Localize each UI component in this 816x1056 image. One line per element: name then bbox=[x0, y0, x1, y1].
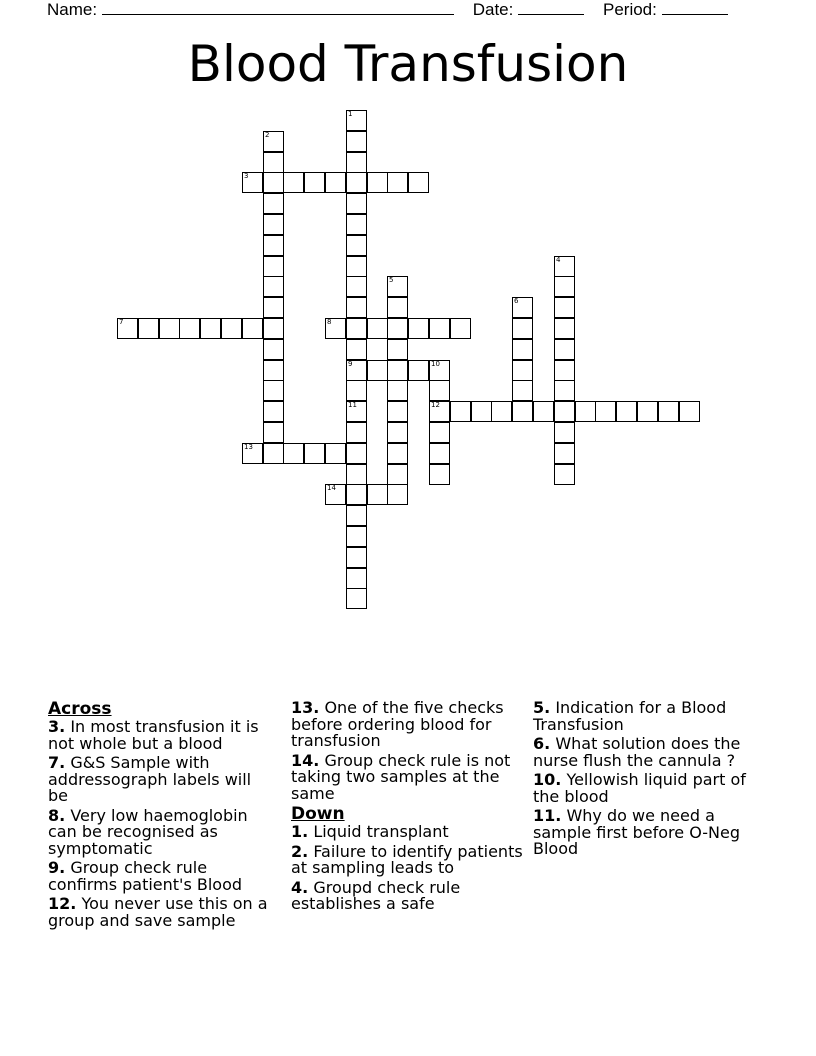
grid-cell[interactable] bbox=[554, 422, 575, 443]
grid-cell[interactable] bbox=[263, 256, 284, 277]
grid-cell[interactable] bbox=[346, 484, 367, 505]
grid-cell[interactable] bbox=[595, 401, 616, 422]
grid-cell[interactable] bbox=[450, 318, 471, 339]
grid-cell[interactable] bbox=[346, 443, 367, 464]
grid-cell[interactable] bbox=[179, 318, 200, 339]
grid-cell[interactable] bbox=[263, 276, 284, 297]
grid-cell[interactable] bbox=[221, 318, 242, 339]
grid-cell[interactable] bbox=[263, 193, 284, 214]
date-label: Date: bbox=[472, 0, 514, 19]
grid-cell[interactable] bbox=[263, 214, 284, 235]
grid-cell[interactable] bbox=[200, 318, 221, 339]
grid-cell[interactable] bbox=[637, 401, 658, 422]
clue-across-14: 14. Group check rule is not taking two samples at the same bbox=[291, 750, 511, 803]
grid-cell[interactable] bbox=[408, 172, 429, 193]
clue-number-label: 2 bbox=[265, 131, 270, 139]
page-title: Blood Transfusion bbox=[187, 35, 629, 93]
clue-down-11: 11. Why do we need a sample first before O-Neg Blood bbox=[533, 806, 740, 858]
grid-cell[interactable] bbox=[408, 360, 429, 381]
grid-cell[interactable] bbox=[512, 339, 533, 360]
clue-across-13: 13. One of the five checks before ordering blood for transfusion bbox=[291, 698, 504, 750]
grid-cell[interactable] bbox=[429, 422, 450, 443]
clue-column-2 bbox=[291, 700, 523, 916]
clue-number-label: 4 bbox=[556, 256, 561, 264]
grid-cell[interactable] bbox=[346, 297, 367, 318]
grid-cell[interactable] bbox=[346, 588, 367, 609]
clue-number-label: 6 bbox=[514, 297, 519, 305]
grid-cell[interactable] bbox=[346, 380, 367, 401]
grid-cell[interactable] bbox=[387, 380, 408, 401]
grid-cell[interactable] bbox=[471, 401, 492, 422]
grid-cell[interactable] bbox=[387, 318, 408, 339]
grid-cell[interactable] bbox=[387, 360, 408, 381]
grid-cell[interactable] bbox=[512, 360, 533, 381]
clue-number-label: 10 bbox=[431, 360, 440, 368]
grid-cell[interactable] bbox=[263, 172, 284, 193]
grid-cell[interactable] bbox=[346, 505, 367, 526]
grid-cell[interactable] bbox=[387, 422, 408, 443]
grid-cell[interactable] bbox=[346, 422, 367, 443]
grid-cell[interactable] bbox=[554, 380, 575, 401]
grid-cell[interactable] bbox=[387, 443, 408, 464]
grid-cell[interactable] bbox=[263, 443, 284, 464]
clue-number-label: 14 bbox=[327, 484, 336, 492]
clue-down-4: 4. Groupd check rule establishes a safe bbox=[291, 877, 461, 913]
grid-cell[interactable] bbox=[387, 297, 408, 318]
grid-cell[interactable] bbox=[159, 318, 180, 339]
grid-cell[interactable] bbox=[325, 443, 346, 464]
grid-cell[interactable] bbox=[346, 172, 367, 193]
clue-down-2: 2. Failure to identify patients at sampling leads to bbox=[291, 841, 523, 877]
grid-cell[interactable] bbox=[346, 214, 367, 235]
clue-number-label: 9 bbox=[348, 360, 353, 368]
clue-down-1: 1. Liquid transplant bbox=[291, 822, 449, 841]
clue-number-label: 1 bbox=[348, 110, 353, 118]
grid-cell[interactable] bbox=[263, 297, 284, 318]
grid-cell[interactable] bbox=[387, 464, 408, 485]
grid-cell[interactable] bbox=[491, 401, 512, 422]
grid-cell[interactable] bbox=[346, 568, 367, 589]
grid-cell[interactable] bbox=[346, 547, 367, 568]
grid-cell[interactable] bbox=[616, 401, 637, 422]
grid-cell[interactable] bbox=[658, 401, 679, 422]
grid-cell[interactable] bbox=[346, 131, 367, 152]
grid-cell[interactable] bbox=[263, 422, 284, 443]
clue-number-label: 8 bbox=[327, 318, 332, 326]
grid-cell[interactable] bbox=[512, 380, 533, 401]
grid-cell[interactable] bbox=[512, 318, 533, 339]
clue-across-12: 12. You never use this on a group and save sample bbox=[48, 894, 268, 930]
grid-cell[interactable] bbox=[533, 401, 554, 422]
grid-cell[interactable] bbox=[346, 235, 367, 256]
grid-cell[interactable] bbox=[138, 318, 159, 339]
grid-cell[interactable] bbox=[263, 401, 284, 422]
clue-down-6: 6. What solution does the nurse flush the cannula ? bbox=[533, 734, 741, 770]
grid-cell[interactable] bbox=[554, 339, 575, 360]
clue-column-3 bbox=[533, 700, 763, 861]
grid-cell[interactable] bbox=[429, 380, 450, 401]
clue-across-7: 7. G&S Sample with addressograph labels will be bbox=[48, 753, 252, 805]
grid-cell[interactable] bbox=[304, 172, 325, 193]
grid-cell[interactable] bbox=[387, 484, 408, 505]
grid-cell[interactable] bbox=[346, 256, 367, 277]
grid-cell[interactable] bbox=[429, 443, 450, 464]
grid-cell[interactable] bbox=[263, 318, 284, 339]
grid-cell[interactable] bbox=[346, 526, 367, 547]
grid-cell[interactable] bbox=[512, 401, 533, 422]
clue-across-8: 8. Very low haemoglobin can be recognised as symptomatic bbox=[48, 805, 248, 858]
clue-across-3: 3. In most transfusion it is not whole but a blood bbox=[48, 717, 259, 753]
grid-cell[interactable] bbox=[367, 360, 388, 381]
grid-cell[interactable] bbox=[346, 339, 367, 360]
grid-cell[interactable] bbox=[554, 360, 575, 381]
grid-cell[interactable] bbox=[387, 172, 408, 193]
grid-cell[interactable] bbox=[367, 318, 388, 339]
grid-cell[interactable] bbox=[263, 339, 284, 360]
grid-cell[interactable] bbox=[408, 318, 429, 339]
grid-cell[interactable] bbox=[263, 360, 284, 381]
clue-down-10: 10. Yellowish liquid part of the blood bbox=[533, 770, 746, 806]
grid-cell[interactable] bbox=[554, 401, 575, 422]
grid-cell[interactable] bbox=[242, 318, 263, 339]
grid-cell[interactable] bbox=[450, 401, 471, 422]
grid-cell[interactable] bbox=[304, 443, 325, 464]
grid-cell[interactable] bbox=[263, 152, 284, 173]
across-heading: Across bbox=[48, 699, 112, 719]
clue-number-label: 3 bbox=[244, 172, 249, 180]
grid-cell[interactable] bbox=[346, 193, 367, 214]
grid-cell[interactable] bbox=[554, 464, 575, 485]
grid-cell[interactable] bbox=[387, 339, 408, 360]
grid-cell[interactable] bbox=[346, 464, 367, 485]
down-heading: Down bbox=[291, 804, 345, 824]
clue-number-label: 13 bbox=[244, 443, 253, 451]
grid-cell[interactable] bbox=[325, 172, 346, 193]
clue-column-1 bbox=[48, 700, 274, 932]
period-label: Period: bbox=[603, 0, 657, 19]
grid-cell[interactable] bbox=[554, 276, 575, 297]
grid-cell[interactable] bbox=[575, 401, 596, 422]
grid-cell[interactable] bbox=[263, 235, 284, 256]
clue-number-label: 5 bbox=[389, 276, 394, 284]
grid-cell[interactable] bbox=[387, 401, 408, 422]
grid-cell[interactable] bbox=[263, 380, 284, 401]
grid-cell[interactable] bbox=[429, 318, 450, 339]
name-label: Name: bbox=[47, 0, 98, 19]
clue-number-label: 12 bbox=[431, 401, 440, 409]
grid-cell[interactable] bbox=[429, 464, 450, 485]
grid-cell[interactable] bbox=[367, 172, 388, 193]
grid-cell[interactable] bbox=[346, 318, 367, 339]
grid-cell[interactable] bbox=[346, 152, 367, 173]
clue-down-5: 5. Indication for a Blood Transfusion bbox=[533, 698, 727, 734]
grid-cell[interactable] bbox=[554, 443, 575, 464]
grid-cell[interactable] bbox=[367, 484, 388, 505]
clue-number-label: 7 bbox=[119, 318, 124, 326]
grid-cell[interactable] bbox=[346, 276, 367, 297]
grid-cell[interactable] bbox=[554, 318, 575, 339]
grid-cell[interactable] bbox=[554, 297, 575, 318]
grid-cell[interactable] bbox=[283, 443, 304, 464]
clue-number-label: 11 bbox=[348, 401, 357, 409]
clue-across-9: 9. Group check rule confirms patient's Blood bbox=[48, 858, 243, 894]
grid-cell[interactable] bbox=[679, 401, 700, 422]
grid-cell[interactable] bbox=[283, 172, 304, 193]
